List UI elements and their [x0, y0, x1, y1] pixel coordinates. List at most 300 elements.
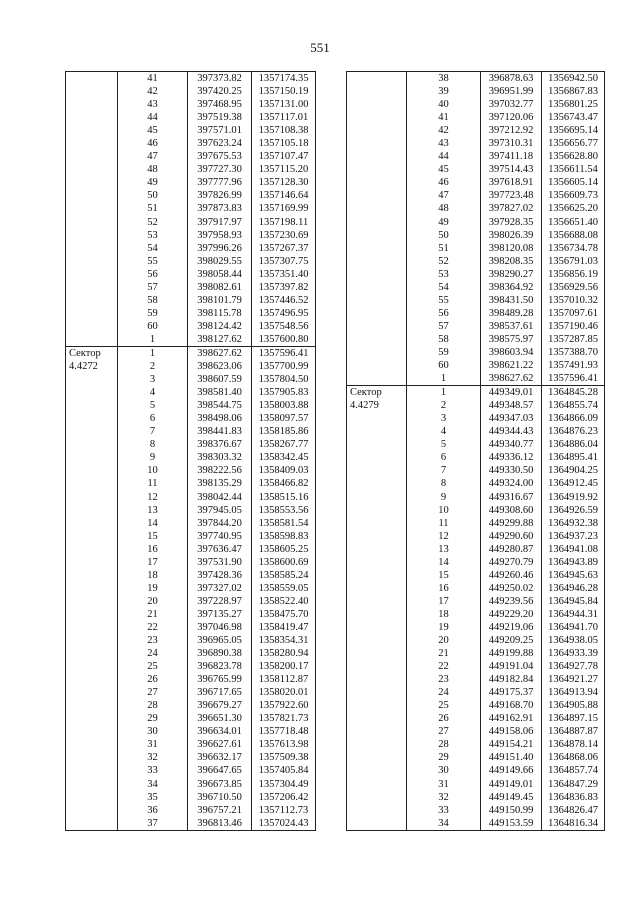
point-number-cell: 14 — [118, 517, 188, 530]
table-row — [66, 764, 316, 777]
table-row — [347, 412, 605, 425]
x-coordinate-cell: 398498.06 — [188, 412, 252, 425]
sector-cell — [347, 255, 407, 268]
point-number-cell: 22 — [407, 660, 481, 673]
x-coordinate-cell: 397032.77 — [481, 98, 542, 111]
point-number-cell: 52 — [407, 255, 481, 268]
y-coordinate-cell: 1358559.05 — [252, 582, 316, 595]
sector-cell — [347, 202, 407, 215]
x-coordinate-cell: 449336.12 — [481, 451, 542, 464]
point-number-cell: 43 — [118, 98, 188, 111]
table-row — [66, 647, 316, 660]
table-row — [66, 333, 316, 347]
x-coordinate-cell: 397945.05 — [188, 504, 252, 517]
point-number-cell: 31 — [407, 778, 481, 791]
table-row — [347, 608, 605, 621]
point-number-cell: 23 — [407, 673, 481, 686]
y-coordinate-cell: 1358553.56 — [252, 504, 316, 517]
table-row — [66, 268, 316, 281]
y-coordinate-cell: 1357718.48 — [252, 725, 316, 738]
point-number-cell: 54 — [407, 281, 481, 294]
y-coordinate-cell: 1357230.69 — [252, 229, 316, 242]
y-coordinate-cell: 1358598.83 — [252, 530, 316, 543]
x-coordinate-cell: 396878.63 — [481, 72, 542, 86]
x-coordinate-cell: 397571.01 — [188, 124, 252, 137]
table-row — [347, 359, 605, 372]
sector-cell — [347, 738, 407, 751]
x-coordinate-cell: 396627.61 — [188, 738, 252, 751]
sector-cell — [66, 491, 118, 504]
table-row — [347, 477, 605, 490]
point-number-cell: 15 — [407, 569, 481, 582]
sector-cell — [66, 386, 118, 399]
point-number-cell: 29 — [118, 712, 188, 725]
sector-cell — [347, 491, 407, 504]
sector-cell — [66, 738, 118, 751]
sector-cell — [347, 72, 407, 86]
y-coordinate-cell: 1364836.83 — [542, 791, 605, 804]
y-coordinate-cell: 1364926.59 — [542, 504, 605, 517]
y-coordinate-cell: 1358600.69 — [252, 556, 316, 569]
y-coordinate-cell: 1364945.63 — [542, 569, 605, 582]
point-number-cell: 37 — [118, 817, 188, 831]
table-row — [347, 176, 605, 189]
y-coordinate-cell: 1357600.80 — [252, 333, 316, 347]
sector-cell — [66, 778, 118, 791]
sector-cell — [66, 150, 118, 163]
point-number-cell: 49 — [407, 216, 481, 229]
point-number-cell: 2 — [118, 360, 188, 373]
x-coordinate-cell: 398581.40 — [188, 386, 252, 399]
point-number-cell: 33 — [407, 804, 481, 817]
x-coordinate-cell: 398135.29 — [188, 477, 252, 490]
table-row — [66, 281, 316, 294]
x-coordinate-cell: 398489.28 — [481, 307, 542, 320]
x-coordinate-cell: 398621.22 — [481, 359, 542, 372]
sector-cell — [347, 725, 407, 738]
sector-cell — [66, 647, 118, 660]
sector-cell — [66, 281, 118, 294]
x-coordinate-cell: 396717.65 — [188, 686, 252, 699]
table-row — [347, 242, 605, 255]
sector-cell: Сектор — [66, 346, 118, 360]
point-number-cell: 28 — [407, 738, 481, 751]
y-coordinate-cell: 1358585.24 — [252, 569, 316, 582]
y-coordinate-cell: 1358522.40 — [252, 595, 316, 608]
table-row — [347, 216, 605, 229]
y-coordinate-cell: 1357596.41 — [252, 346, 316, 360]
x-coordinate-cell: 449290.60 — [481, 530, 542, 543]
y-coordinate-cell: 1357821.73 — [252, 712, 316, 725]
x-coordinate-cell: 398544.75 — [188, 399, 252, 412]
sector-cell — [347, 608, 407, 621]
table-row — [347, 268, 605, 281]
sector-cell — [66, 791, 118, 804]
point-number-cell: 3 — [407, 412, 481, 425]
point-number-cell: 23 — [118, 634, 188, 647]
table-row — [347, 530, 605, 543]
x-coordinate-cell: 397917.97 — [188, 216, 252, 229]
table-row — [66, 255, 316, 268]
y-coordinate-cell: 1358097.57 — [252, 412, 316, 425]
point-number-cell: 9 — [407, 491, 481, 504]
point-number-cell: 24 — [407, 686, 481, 699]
point-number-cell: 41 — [118, 72, 188, 86]
sector-cell — [66, 229, 118, 242]
point-number-cell: 53 — [407, 268, 481, 281]
sector-cell — [347, 307, 407, 320]
x-coordinate-cell: 398115.78 — [188, 307, 252, 320]
sector-cell — [66, 517, 118, 530]
x-coordinate-cell: 398537.61 — [481, 320, 542, 333]
table-row — [347, 346, 605, 359]
sector-cell — [347, 111, 407, 124]
table-row — [347, 504, 605, 517]
table-row — [347, 111, 605, 124]
sector-cell — [66, 621, 118, 634]
table-row — [66, 517, 316, 530]
table-row — [66, 373, 316, 386]
point-number-cell: 52 — [118, 216, 188, 229]
y-coordinate-cell: 1357397.82 — [252, 281, 316, 294]
point-number-cell: 12 — [407, 530, 481, 543]
point-number-cell: 47 — [407, 189, 481, 202]
sector-cell — [66, 634, 118, 647]
table-row — [66, 791, 316, 804]
x-coordinate-cell: 449175.37 — [481, 686, 542, 699]
sector-cell — [66, 268, 118, 281]
point-number-cell: 18 — [118, 569, 188, 582]
sector-cell — [347, 582, 407, 595]
sector-cell — [347, 686, 407, 699]
table-row — [347, 98, 605, 111]
sector-cell — [66, 176, 118, 189]
x-coordinate-cell: 396673.85 — [188, 778, 252, 791]
y-coordinate-cell: 1357351.40 — [252, 268, 316, 281]
table-row — [347, 764, 605, 777]
table-row — [66, 98, 316, 111]
sector-cell — [347, 556, 407, 569]
y-coordinate-cell: 1357446.52 — [252, 294, 316, 307]
x-coordinate-cell: 398208.35 — [481, 255, 542, 268]
sector-cell — [347, 216, 407, 229]
x-coordinate-cell: 397636.47 — [188, 543, 252, 556]
sector-cell — [66, 85, 118, 98]
sector-cell — [347, 530, 407, 543]
sector-cell — [347, 517, 407, 530]
table-row — [347, 72, 605, 86]
sector-cell — [66, 438, 118, 451]
sector-cell — [347, 124, 407, 137]
point-number-cell: 50 — [407, 229, 481, 242]
sector-cell — [66, 543, 118, 556]
table-row — [66, 176, 316, 189]
x-coordinate-cell: 398029.55 — [188, 255, 252, 268]
table-row — [347, 712, 605, 725]
y-coordinate-cell: 1358581.54 — [252, 517, 316, 530]
point-number-cell: 14 — [407, 556, 481, 569]
y-coordinate-cell: 1357112.73 — [252, 804, 316, 817]
y-coordinate-cell: 1357146.64 — [252, 189, 316, 202]
sector-cell — [66, 686, 118, 699]
table-row — [66, 738, 316, 751]
point-number-cell: 22 — [118, 621, 188, 634]
sector-cell — [347, 346, 407, 359]
x-coordinate-cell: 397373.82 — [188, 72, 252, 86]
sector-cell — [66, 399, 118, 412]
x-coordinate-cell: 449191.04 — [481, 660, 542, 673]
sector-cell — [66, 451, 118, 464]
x-coordinate-cell: 397046.98 — [188, 621, 252, 634]
table-row — [66, 817, 316, 831]
sector-cell — [347, 281, 407, 294]
table-row — [66, 163, 316, 176]
table-row — [347, 229, 605, 242]
y-coordinate-cell: 1358185.86 — [252, 425, 316, 438]
point-number-cell: 26 — [407, 712, 481, 725]
x-coordinate-cell: 398364.92 — [481, 281, 542, 294]
sector-cell — [347, 751, 407, 764]
table-row — [66, 660, 316, 673]
sector-cell — [66, 504, 118, 517]
x-coordinate-cell: 449158.06 — [481, 725, 542, 738]
y-coordinate-cell: 1364913.94 — [542, 686, 605, 699]
table-row — [66, 229, 316, 242]
y-coordinate-cell: 1357107.47 — [252, 150, 316, 163]
x-coordinate-cell: 449324.00 — [481, 477, 542, 490]
coordinates-table-left — [65, 71, 316, 831]
x-coordinate-cell: 449154.21 — [481, 738, 542, 751]
point-number-cell: 8 — [407, 477, 481, 490]
y-coordinate-cell: 1356791.03 — [542, 255, 605, 268]
y-coordinate-cell: 1364941.70 — [542, 621, 605, 634]
table-row — [66, 399, 316, 412]
x-coordinate-cell: 396710.50 — [188, 791, 252, 804]
x-coordinate-cell: 449199.88 — [481, 647, 542, 660]
point-number-cell: 21 — [407, 647, 481, 660]
x-coordinate-cell: 449219.06 — [481, 621, 542, 634]
y-coordinate-cell: 1358409.03 — [252, 464, 316, 477]
sector-cell — [347, 242, 407, 255]
sector-cell — [66, 673, 118, 686]
point-number-cell: 17 — [407, 595, 481, 608]
point-number-cell: 25 — [118, 660, 188, 673]
table-row — [66, 216, 316, 229]
x-coordinate-cell: 397327.02 — [188, 582, 252, 595]
y-coordinate-cell: 1364855.74 — [542, 399, 605, 412]
sector-cell — [347, 150, 407, 163]
x-coordinate-cell: 397310.31 — [481, 137, 542, 150]
table-row — [347, 372, 605, 386]
y-coordinate-cell: 1364878.14 — [542, 738, 605, 751]
y-coordinate-cell: 1356929.56 — [542, 281, 605, 294]
y-coordinate-cell: 1356867.83 — [542, 85, 605, 98]
point-number-cell: 58 — [118, 294, 188, 307]
table-row — [66, 621, 316, 634]
x-coordinate-cell: 449229.20 — [481, 608, 542, 621]
x-coordinate-cell: 449168.70 — [481, 699, 542, 712]
x-coordinate-cell: 397212.92 — [481, 124, 542, 137]
table-row — [66, 569, 316, 582]
table-row — [66, 725, 316, 738]
x-coordinate-cell: 398627.62 — [481, 372, 542, 386]
y-coordinate-cell: 1357105.18 — [252, 137, 316, 150]
point-number-cell: 28 — [118, 699, 188, 712]
sector-cell — [347, 320, 407, 333]
point-number-cell: 33 — [118, 764, 188, 777]
table-row — [66, 425, 316, 438]
sector-cell — [347, 764, 407, 777]
sector-cell — [347, 464, 407, 477]
point-number-cell: 8 — [118, 438, 188, 451]
y-coordinate-cell: 1357097.61 — [542, 307, 605, 320]
table-row — [347, 386, 605, 400]
y-coordinate-cell: 1364876.23 — [542, 425, 605, 438]
point-number-cell: 45 — [118, 124, 188, 137]
y-coordinate-cell: 1357131.00 — [252, 98, 316, 111]
y-coordinate-cell: 1364905.88 — [542, 699, 605, 712]
point-number-cell: 59 — [118, 307, 188, 320]
table-row — [347, 660, 605, 673]
point-number-cell: 25 — [407, 699, 481, 712]
x-coordinate-cell: 398290.27 — [481, 268, 542, 281]
x-coordinate-cell: 398120.08 — [481, 242, 542, 255]
point-number-cell: 1 — [407, 372, 481, 386]
point-number-cell: 21 — [118, 608, 188, 621]
x-coordinate-cell: 396757.21 — [188, 804, 252, 817]
point-number-cell: 39 — [407, 85, 481, 98]
y-coordinate-cell: 1364857.74 — [542, 764, 605, 777]
y-coordinate-cell: 1358342.45 — [252, 451, 316, 464]
point-number-cell: 1 — [118, 333, 188, 347]
y-coordinate-cell: 1356656.77 — [542, 137, 605, 150]
sector-cell — [66, 242, 118, 255]
table-row — [66, 595, 316, 608]
point-number-cell: 55 — [407, 294, 481, 307]
point-number-cell: 59 — [407, 346, 481, 359]
sector-cell: 4.4279 — [347, 399, 407, 412]
table-row — [66, 124, 316, 137]
x-coordinate-cell: 397675.53 — [188, 150, 252, 163]
y-coordinate-cell: 1364938.05 — [542, 634, 605, 647]
y-coordinate-cell: 1357267.37 — [252, 242, 316, 255]
table-row — [347, 333, 605, 346]
x-coordinate-cell: 397777.96 — [188, 176, 252, 189]
table-row — [347, 202, 605, 215]
sector-cell — [66, 72, 118, 86]
point-number-cell: 53 — [118, 229, 188, 242]
point-number-cell: 49 — [118, 176, 188, 189]
sector-cell — [347, 98, 407, 111]
point-number-cell: 10 — [407, 504, 481, 517]
x-coordinate-cell: 449149.66 — [481, 764, 542, 777]
y-coordinate-cell: 1356609.73 — [542, 189, 605, 202]
x-coordinate-cell: 398623.06 — [188, 360, 252, 373]
y-coordinate-cell: 1357169.99 — [252, 202, 316, 215]
point-number-cell: 34 — [118, 778, 188, 791]
y-coordinate-cell: 1364912.45 — [542, 477, 605, 490]
sector-cell — [347, 425, 407, 438]
sector-cell — [347, 778, 407, 791]
sector-cell — [347, 412, 407, 425]
y-coordinate-cell: 1357905.83 — [252, 386, 316, 399]
sector-cell — [66, 595, 118, 608]
point-number-cell: 24 — [118, 647, 188, 660]
y-coordinate-cell: 1357115.20 — [252, 163, 316, 176]
y-coordinate-cell: 1357307.75 — [252, 255, 316, 268]
table-row — [66, 804, 316, 817]
table-row — [66, 72, 316, 86]
table-row — [347, 491, 605, 504]
y-coordinate-cell: 1357287.85 — [542, 333, 605, 346]
table-row — [66, 451, 316, 464]
y-coordinate-cell: 1364937.23 — [542, 530, 605, 543]
x-coordinate-cell: 397727.30 — [188, 163, 252, 176]
x-coordinate-cell: 396765.99 — [188, 673, 252, 686]
y-coordinate-cell: 1364868.06 — [542, 751, 605, 764]
sector-cell — [347, 791, 407, 804]
y-coordinate-cell: 1364945.84 — [542, 595, 605, 608]
point-number-cell: 3 — [118, 373, 188, 386]
sector-cell — [347, 189, 407, 202]
y-coordinate-cell: 1364921.27 — [542, 673, 605, 686]
y-coordinate-cell: 1357548.56 — [252, 320, 316, 333]
y-coordinate-cell: 1358267.77 — [252, 438, 316, 451]
table-row — [347, 425, 605, 438]
point-number-cell: 51 — [407, 242, 481, 255]
coordinates-table-right — [346, 71, 605, 831]
sector-cell — [66, 307, 118, 320]
sector-cell — [66, 111, 118, 124]
x-coordinate-cell: 398042.44 — [188, 491, 252, 504]
y-coordinate-cell: 1357405.84 — [252, 764, 316, 777]
table-row — [347, 320, 605, 333]
sector-cell — [66, 124, 118, 137]
y-coordinate-cell: 1356801.25 — [542, 98, 605, 111]
point-number-cell: 30 — [118, 725, 188, 738]
x-coordinate-cell: 398441.83 — [188, 425, 252, 438]
point-number-cell: 19 — [118, 582, 188, 595]
point-number-cell: 4 — [118, 386, 188, 399]
x-coordinate-cell: 449330.50 — [481, 464, 542, 477]
x-coordinate-cell: 398431.50 — [481, 294, 542, 307]
x-coordinate-cell: 449151.40 — [481, 751, 542, 764]
sector-cell — [66, 712, 118, 725]
table-row — [66, 360, 316, 373]
table-row — [347, 791, 605, 804]
table-row — [66, 477, 316, 490]
x-coordinate-cell: 397428.36 — [188, 569, 252, 582]
x-coordinate-cell: 449270.79 — [481, 556, 542, 569]
y-coordinate-cell: 1364845.28 — [542, 386, 605, 400]
x-coordinate-cell: 449280.87 — [481, 543, 542, 556]
table-row — [66, 85, 316, 98]
x-coordinate-cell: 449149.01 — [481, 778, 542, 791]
x-coordinate-cell: 396647.65 — [188, 764, 252, 777]
table-row — [66, 543, 316, 556]
y-coordinate-cell: 1364919.92 — [542, 491, 605, 504]
table-row — [347, 595, 605, 608]
table-row — [347, 569, 605, 582]
sector-cell — [66, 699, 118, 712]
sector-cell — [66, 216, 118, 229]
x-coordinate-cell: 396965.05 — [188, 634, 252, 647]
x-coordinate-cell: 397618.91 — [481, 176, 542, 189]
x-coordinate-cell: 397623.24 — [188, 137, 252, 150]
sector-cell — [66, 751, 118, 764]
table-row — [347, 517, 605, 530]
table-row — [347, 804, 605, 817]
